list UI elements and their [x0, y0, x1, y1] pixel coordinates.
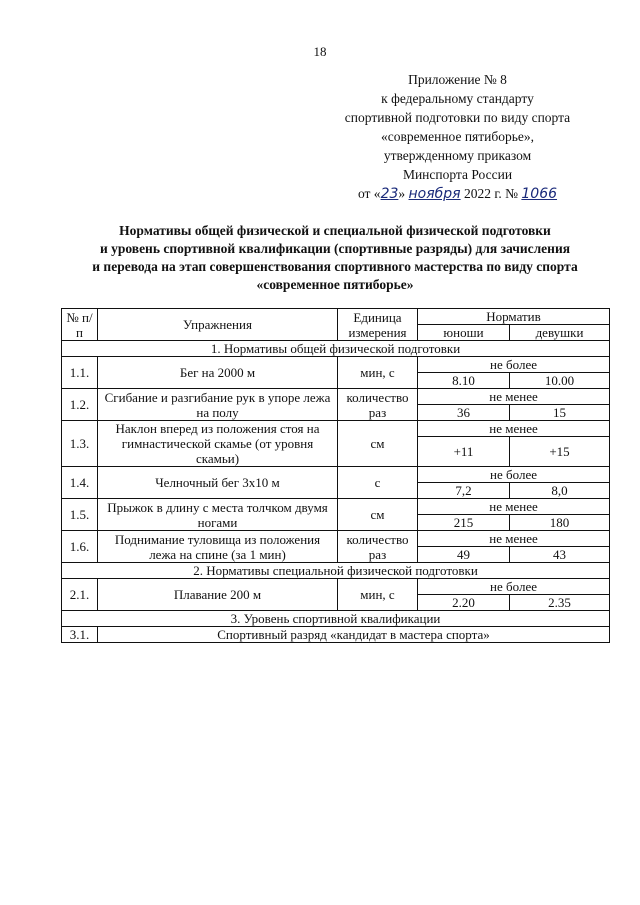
row-num: 1.6. — [62, 531, 98, 563]
appendix-line: Приложение № 8 — [408, 72, 507, 87]
appendix-block — [300, 70, 615, 204]
date-prefix: от « — [357, 186, 381, 201]
header-norm: Норматив — [418, 309, 610, 325]
row-girls: +15 — [510, 437, 610, 467]
row-boys: 8.10 — [418, 373, 510, 389]
title-line: Нормативы общей физической и специальной физической подготовки — [119, 223, 551, 238]
row-exercise: Прыжок в длину с места толчком двумя ногами — [98, 499, 338, 531]
row-boys: 215 — [418, 515, 510, 531]
row-condition: не менее — [418, 499, 610, 515]
row-unit: см — [338, 499, 418, 531]
table-row — [62, 467, 610, 483]
row-exercise: Поднимание туловища из положения лежа на спине (за 1 мин) — [98, 531, 338, 563]
appendix-line: «современное пятиборье», — [380, 129, 535, 144]
table-row — [62, 357, 610, 373]
table-row — [62, 389, 610, 405]
table-row — [62, 421, 610, 437]
table-row — [62, 531, 610, 547]
title-line: и уровень спортивной квалификации (спортивные разряды) для зачисления — [99, 241, 571, 256]
table-row — [62, 579, 610, 595]
row-unit: количество раз — [338, 531, 418, 563]
section-header: 2. Нормативы специальной физической подготовки — [62, 563, 610, 579]
row-boys: 49 — [418, 547, 510, 563]
row-exercise: Сгибание и разгибание рук в упоре лежа на полу — [98, 389, 338, 421]
header-unit: Единица измерения — [338, 309, 418, 341]
row-boys: 2.20 — [418, 595, 510, 611]
date-day: 23 — [380, 186, 399, 202]
header-exercise: Упражнения — [98, 309, 338, 341]
page-number: 18 — [313, 44, 327, 59]
appendix-line: утвержденному приказом — [383, 148, 532, 163]
row-num: 1.2. — [62, 389, 98, 421]
date-year: 2022 г. № — [463, 186, 519, 201]
row-condition: не более — [418, 579, 610, 595]
order-number: 1066 — [521, 186, 558, 202]
row-girls: 15 — [510, 405, 610, 421]
header-num: № п/п — [62, 309, 98, 341]
section-header: 3. Уровень спортивной квалификации — [62, 611, 610, 627]
row-exercise: Наклон вперед из положения стоя на гимнастической скамье (от уровня скамьи) — [98, 421, 338, 467]
row-girls: 43 — [510, 547, 610, 563]
title-line: и перевода на этап совершенствования спортивного мастерства по виду спорта — [92, 259, 578, 274]
row-condition: не более — [418, 357, 610, 373]
table-row — [62, 627, 610, 643]
row-num: 1.3. — [62, 421, 98, 467]
title-line: «современное пятиборье» — [256, 277, 414, 292]
date-mid: » — [398, 186, 406, 201]
row-unit: с — [338, 467, 418, 499]
norms-table — [61, 308, 610, 643]
row-girls: 8,0 — [510, 483, 610, 499]
row-unit: см — [338, 421, 418, 467]
row-num: 1.4. — [62, 467, 98, 499]
table-row — [62, 499, 610, 515]
header-boys: юноши — [418, 325, 510, 341]
order-date-line — [300, 184, 615, 204]
row-unit: количество раз — [338, 389, 418, 421]
row-boys: 7,2 — [418, 483, 510, 499]
row-unit: мин, с — [338, 579, 418, 611]
row-unit: мин, с — [338, 357, 418, 389]
row-exercise: Спортивный разряд «кандидат в мастера спорта» — [98, 627, 610, 643]
document-title — [50, 222, 620, 294]
appendix-line: спортивной подготовки по виду спорта — [344, 110, 571, 125]
row-boys: 36 — [418, 405, 510, 421]
row-condition: не менее — [418, 421, 610, 437]
row-exercise: Челночный бег 3x10 м — [98, 467, 338, 499]
appendix-line: Минспорта России — [402, 167, 513, 182]
row-boys: +11 — [418, 437, 510, 467]
row-num: 2.1. — [62, 579, 98, 611]
row-condition: не менее — [418, 531, 610, 547]
row-girls: 180 — [510, 515, 610, 531]
header-girls: девушки — [510, 325, 610, 341]
row-num: 1.5. — [62, 499, 98, 531]
row-condition: не более — [418, 467, 610, 483]
date-month: ноября — [408, 186, 461, 202]
row-girls: 2.35 — [510, 595, 610, 611]
row-exercise: Бег на 2000 м — [98, 357, 338, 389]
row-girls: 10.00 — [510, 373, 610, 389]
row-exercise: Плавание 200 м — [98, 579, 338, 611]
row-condition: не менее — [418, 389, 610, 405]
section-header: 1. Нормативы общей физической подготовки — [62, 341, 610, 357]
row-num: 3.1. — [62, 627, 98, 643]
appendix-line: к федеральному стандарту — [381, 91, 534, 106]
row-num: 1.1. — [62, 357, 98, 389]
